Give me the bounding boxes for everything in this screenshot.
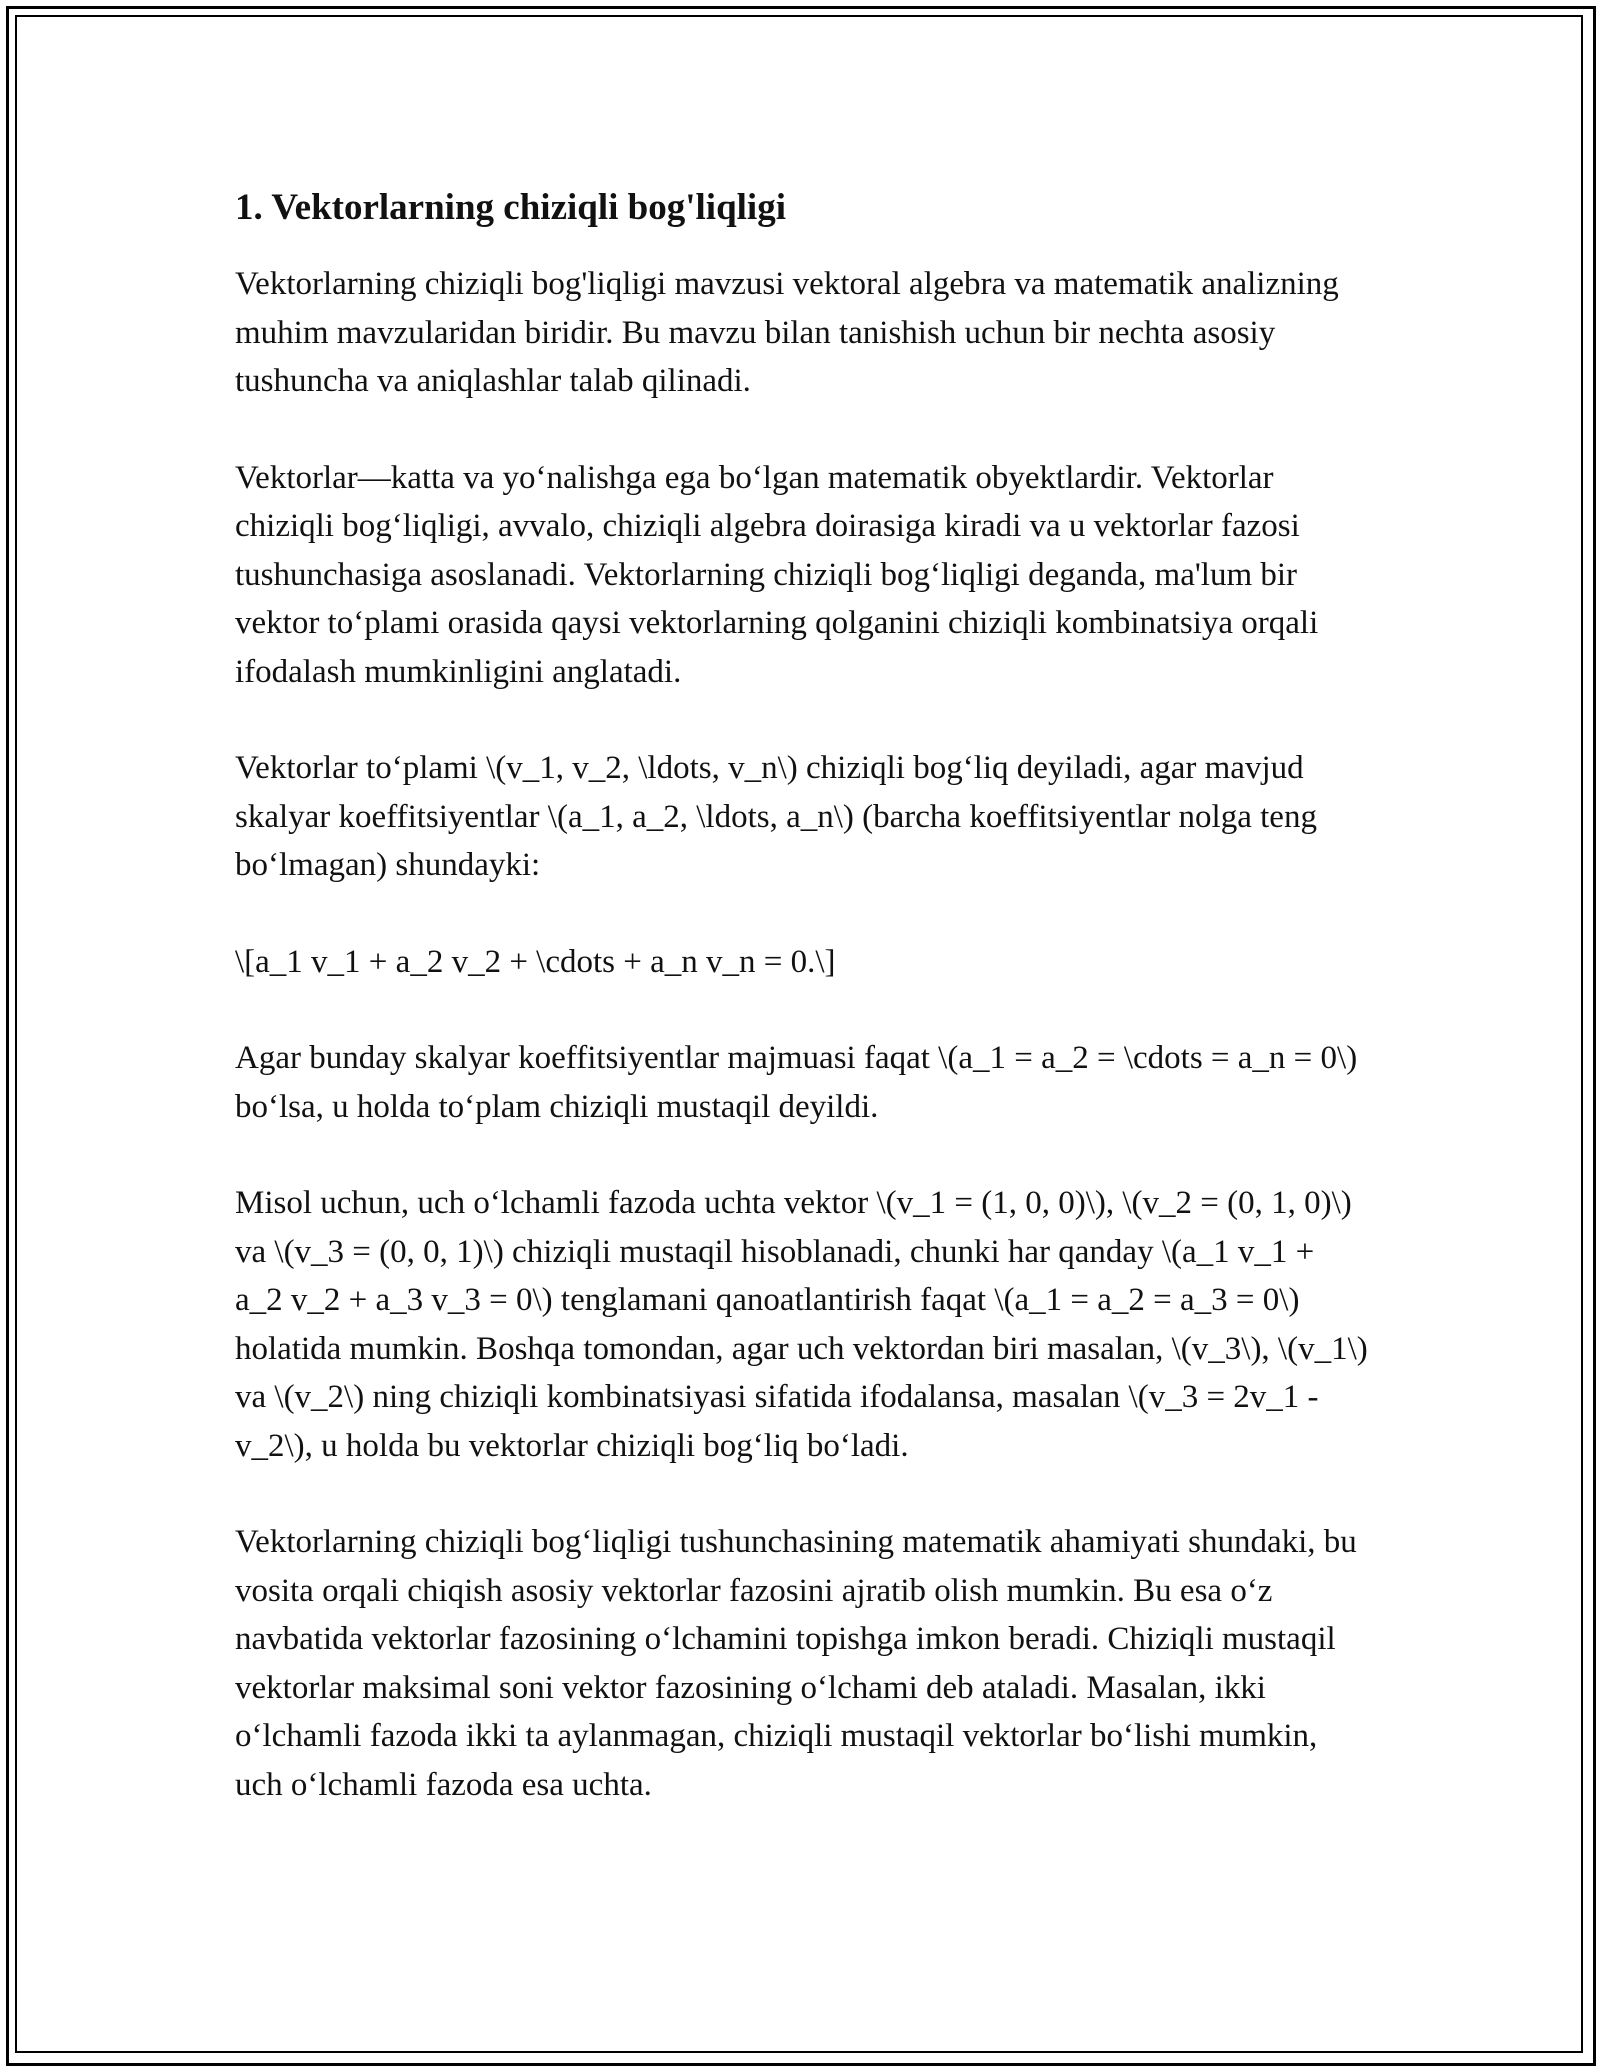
paragraph-example: Misol uchun, uch o‘lchamli fazoda uchta vektor \(v_1 = (1, 0, 0)\), \(v_2 = (0, 1, 0)\) va \(v_3 = (0, 0, 1)\) chiziqli mustaqil hisoblanadi, chunki har qanday \(a_1 v_1 + a_2 v_2 + a_3 v_3 = 0\) tenglamani qanoatlantirish faqat \(a_1 = a_2 = a_3 = 0\) holatida mumkin. Boshqa tomondan, agar uch vektordan biri masalan, \(v_3\), \(v_1\) va \(v_2\) ning chiziqli kombinatsiyasi sifatida ifodalansa, masalan \(v_3 = 2v_1 - v_2\), u holda bu vektorlar chiziqli bog‘liq bo‘ladi. xyxy=(235,1185,1368,1464)
document-body xyxy=(235,186,1370,1857)
paragraph-significance: Vektorlarning chiziqli bog‘liqligi tushunchasining matematik ahamiyati shundaki, bu vosita orqali chiqish asosiy vektorlar fazosini ajratib olish mumkin. Bu esa o‘z navbatida vektorlar fazosining o‘lchamini topishga imkon beradi. Chiziqli mustaqil vektorlar maksimal soni vektor fazosining o‘lchami deb ataladi. Masalan, ikki o‘lchamli fazoda ikki ta aylanmagan, chiziqli mustaqil vektorlar bo‘lishi mumkin, uch o‘lchamli fazoda esa uchta. xyxy=(235,1524,1357,1803)
paragraph-vectors-definition: Vektorlar—katta va yo‘nalishga ega bo‘lgan matematik obyektlardir. Vektorlar chiziqli bog‘liqligi, avvalo, chiziqli algebra doirasiga kiradi va u vektorlar fazosi tushunchasiga asoslanadi. Vektorlarning chiziqli bog‘liqligi deganda, ma'lum bir vektor to‘plami orasida qaysi vektorlarning qolganini chiziqli kombinatsiya orqali ifodalash mumkinligini anglatadi. xyxy=(235,459,1319,690)
paragraph-independence-definition: Agar bunday skalyar koeffitsiyentlar majmuasi faqat \(a_1 = a_2 = \cdots = a_n = 0\) bo‘lsa, u holda to‘plam chiziqli mustaqil deyildi. xyxy=(235,1040,1358,1125)
section-heading: 1. Vektorlarning chiziqli bog'liqligi xyxy=(235,187,786,228)
paragraph-intro: Vektorlarning chiziqli bog'liqligi mavzusi vektoral algebra va matematik analizning muhim mavzularidan biridir. Bu mavzu bilan tanishish uchun bir nechta asosiy tushuncha va aniqlashlar talab qilinadi. xyxy=(235,266,1339,399)
paragraph-dependence-definition: Vektorlar to‘plami \(v_1, v_2, \ldots, v_n\) chiziqli bog‘liq deyiladi, agar mavjud skalyar koeffitsiyentlar \(a_1, a_2, \ldots, a_n\) (barcha koeffitsiyentlar nolga teng bo‘lmagan) shundayki: xyxy=(235,750,1317,883)
paragraph-equation: \[a_1 v_1 + a_2 v_2 + \cdots + a_n v_n = 0.\] xyxy=(235,943,836,980)
